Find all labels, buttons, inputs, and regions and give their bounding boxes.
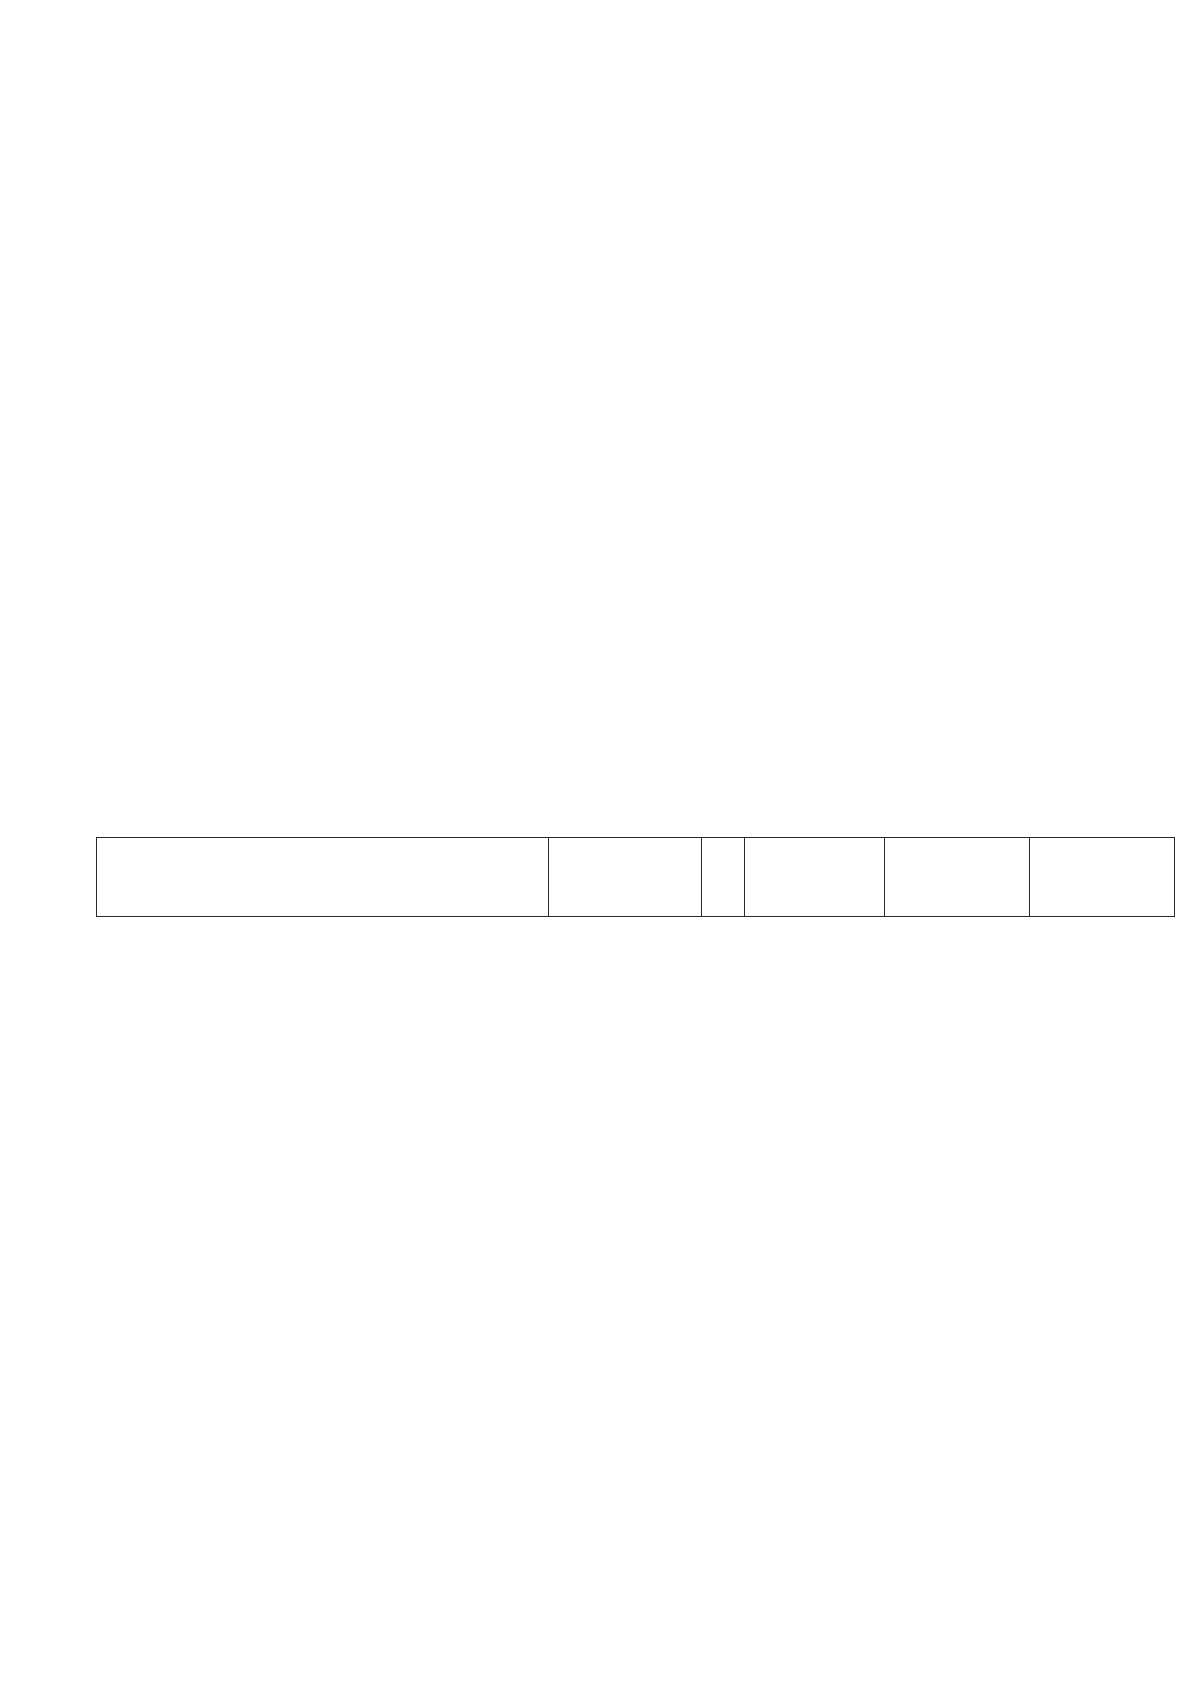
- budget-table: [96, 837, 1175, 917]
- header-sum-2024: [745, 838, 885, 917]
- header-csr: [549, 838, 702, 917]
- table-header-row: [97, 838, 1175, 917]
- header-sum-2025: [885, 838, 1030, 917]
- header-sum-2026: [1030, 838, 1175, 917]
- header-vr: [702, 838, 745, 917]
- header-name: [97, 838, 549, 917]
